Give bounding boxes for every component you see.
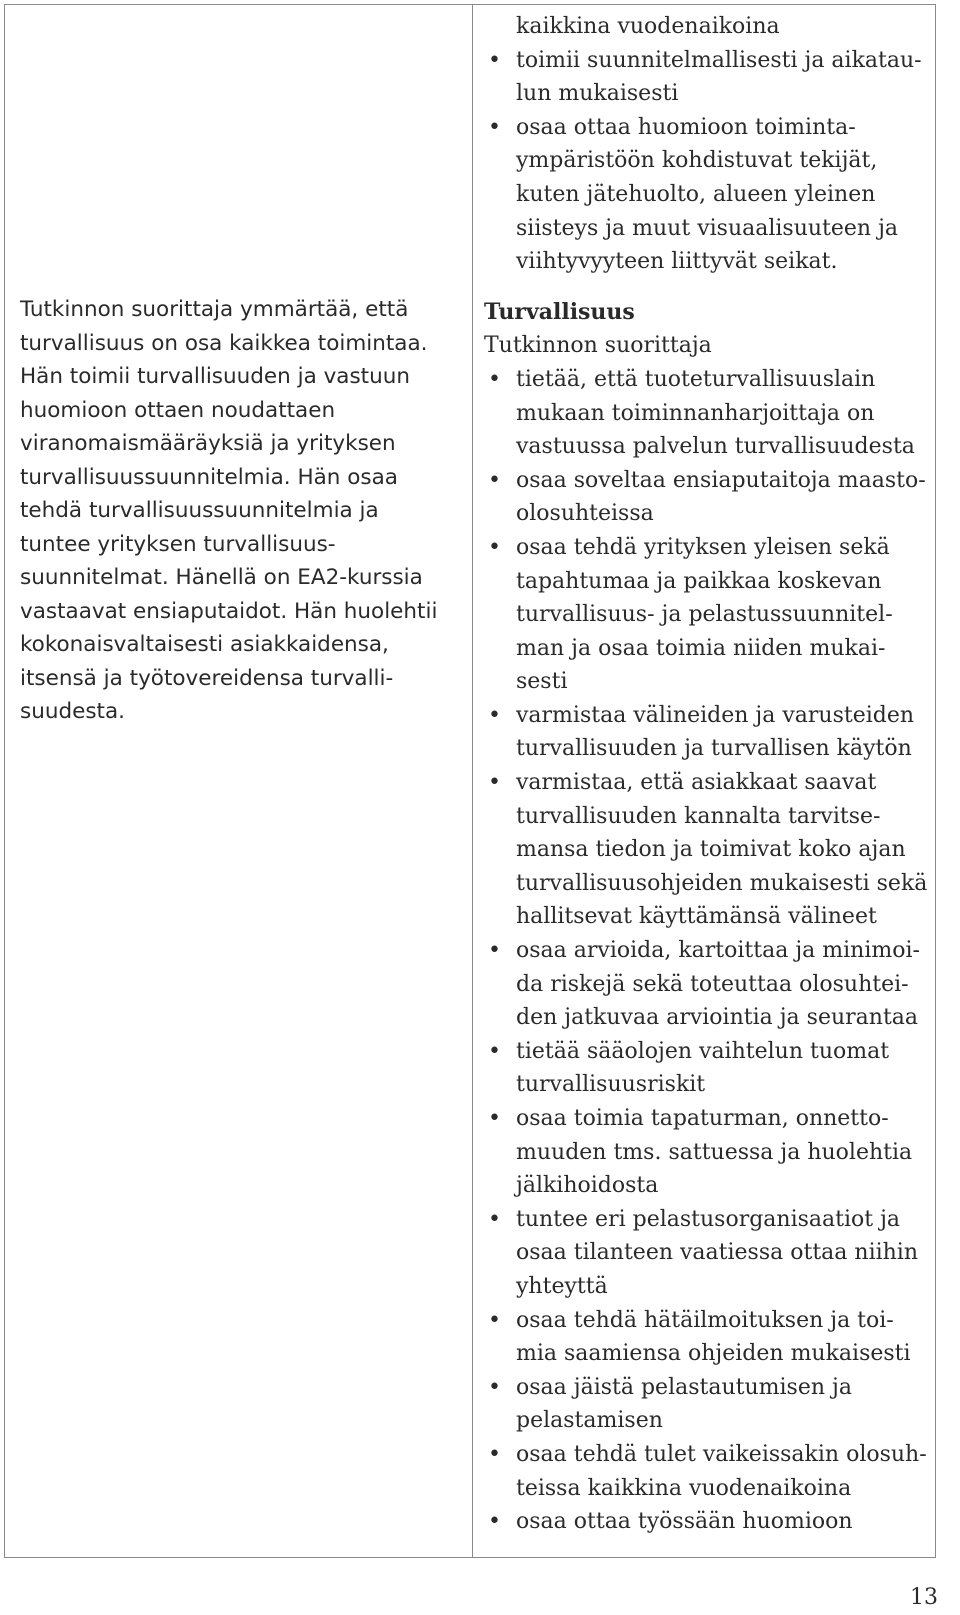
- bullet-item: • osaa tehdä tulet vaikeissakin olosuh-: [484, 1438, 924, 1472]
- section-intro: Tutkinnon suorittaja: [484, 333, 712, 359]
- bullet-item: • osaa soveltaa ensiaputaitoja maasto-: [484, 464, 924, 498]
- bullet-item-continuation: ympäristöön kohdistuvat tekijät,: [516, 148, 878, 174]
- bullet-item-continuation: da riskejä sekä toteuttaa olosuhtei-: [516, 971, 909, 997]
- paragraph-line: suunnitelmat. Hänellä on EA2-kurssia: [20, 565, 423, 590]
- bullet-item: • varmistaa välineiden ja varusteiden: [484, 699, 924, 733]
- paragraph-line: tehdä turvallisuussuunnitelmia ja: [20, 498, 379, 523]
- bullet-item-continuation: mia saamiensa ohjeiden mukaisesti: [516, 1341, 911, 1367]
- bullet-item-continuation: teissa kaikkina vuodenaikoina: [516, 1475, 852, 1501]
- bullet-item-continuation: siisteys ja muut visuaalisuuteen ja: [516, 215, 899, 241]
- bullet-item-continuation: den jatkuvaa arviointia ja seurantaa: [516, 1005, 919, 1031]
- bullet-item-continuation: osaa tilanteen vaatiessa ottaa niihin: [516, 1240, 919, 1266]
- bullet-item-continuation: tapahtumaa ja paikkaa koskevan: [516, 568, 882, 594]
- bullet-item-continuation: vastuussa palvelun turvallisuudesta: [516, 434, 915, 460]
- section-gap: [484, 279, 924, 296]
- bullet-item-continuation: muuden tms. sattuessa ja huolehtia: [516, 1139, 913, 1165]
- bullet-item: • tietää sääolojen vaihtelun tuomat: [484, 1035, 924, 1069]
- bullet-item-continuation: olosuhteissa: [516, 501, 654, 527]
- paragraph-line: vastaavat ensiaputaidot. Hän huolehtii: [20, 598, 438, 624]
- bullet-item-continuation: kaikkina vuodenaikoina: [516, 14, 780, 39]
- paragraph-line: kokonaisvaltaisesti asiakkaidensa,: [20, 632, 389, 657]
- bullet-item-continuation: turvallisuus- ja pelastussuunnitel-: [516, 602, 893, 628]
- right-column: [484, 10, 928, 1539]
- paragraph-line: turvallisuus on osa kaikkea toimintaa.: [20, 330, 428, 356]
- bullet-item: • tuntee eri pelastusorganisaatiot ja: [484, 1203, 924, 1237]
- paragraph-line: Tutkinnon suorittaja ymmärtää, että: [20, 297, 409, 322]
- bullet-item-continuation: turvallisuusriskit: [516, 1072, 706, 1098]
- bullet-item: • varmistaa, että asiakkaat saavat: [484, 766, 924, 800]
- paragraph-line: itsensä ja työtovereidensa turvalli-: [20, 665, 394, 691]
- bullet-item-continuation: jälkihoidosta: [516, 1173, 659, 1199]
- bullet-item-continuation: turvallisuusohjeiden mukaisesti sekä: [516, 870, 928, 896]
- bullet-item-continuation: mansa tiedon ja toimivat koko ajan: [516, 837, 906, 863]
- bullet-item-continuation: turvallisuuden ja turvallisen käytön: [516, 736, 912, 762]
- bullet-item-continuation: sesti: [516, 669, 568, 695]
- bullet-item-continuation: turvallisuuden kannalta tarvitse-: [516, 803, 881, 829]
- paragraph-line: suudesta.: [20, 699, 125, 724]
- bullet-item: • osaa jäistä pelastautumisen ja: [484, 1371, 924, 1405]
- bullet-item: • osaa tehdä yrityksen yleisen sekä: [484, 531, 924, 565]
- bullet-item-continuation: lun mukaisesti: [516, 81, 679, 107]
- paragraph-line: viranomaismääräyksiä ja yrityksen: [20, 431, 396, 456]
- bullet-item-continuation: hallitsevat käyttämänsä välineet: [516, 904, 877, 930]
- bullet-item-continuation: pelastamisen: [516, 1408, 663, 1434]
- bullet-item: • osaa tehdä hätäilmoituksen ja toi-: [484, 1304, 924, 1338]
- bullet-item-continuation: mukaan toiminnanharjoittaja on: [516, 400, 875, 426]
- bullet-item: • tietää, että tuoteturvallisuuslain: [484, 363, 924, 397]
- paragraph-line: huomioon ottaen noudattaen: [20, 397, 336, 423]
- section-heading: Turvallisuus: [484, 298, 635, 325]
- paragraph-line: tuntee yrityksen turvallisuus-: [20, 531, 336, 557]
- paragraph-line: Hän toimii turvallisuuden ja vastuun: [20, 364, 410, 389]
- page-number: 13: [910, 1585, 938, 1610]
- bullet-item: • osaa ottaa huomioon toiminta-: [484, 111, 924, 145]
- bullet-item: • osaa arvioida, kartoittaa ja minimoi-: [484, 934, 924, 968]
- column-divider: [472, 5, 473, 1557]
- bullet-item: • osaa toimia tapaturman, onnetto-: [484, 1102, 924, 1136]
- bullet-item-continuation: viihtyvyyteen liittyvät seikat.: [516, 249, 838, 275]
- bullet-item: • osaa ottaa työssään huomioon: [484, 1505, 924, 1539]
- paragraph-line: turvallisuussuunnitelmia. Hän osaa: [20, 464, 398, 490]
- bullet-item-continuation: yhteyttä: [516, 1273, 608, 1299]
- bullet-item: • toimii suunnitelmallisesti ja aikatau-: [484, 44, 924, 78]
- left-column-text: [20, 293, 450, 729]
- bullet-item-continuation: kuten jätehuolto, alueen yleinen: [516, 181, 876, 207]
- bullet-item-continuation: man ja osaa toimia niiden mukai-: [516, 635, 886, 661]
